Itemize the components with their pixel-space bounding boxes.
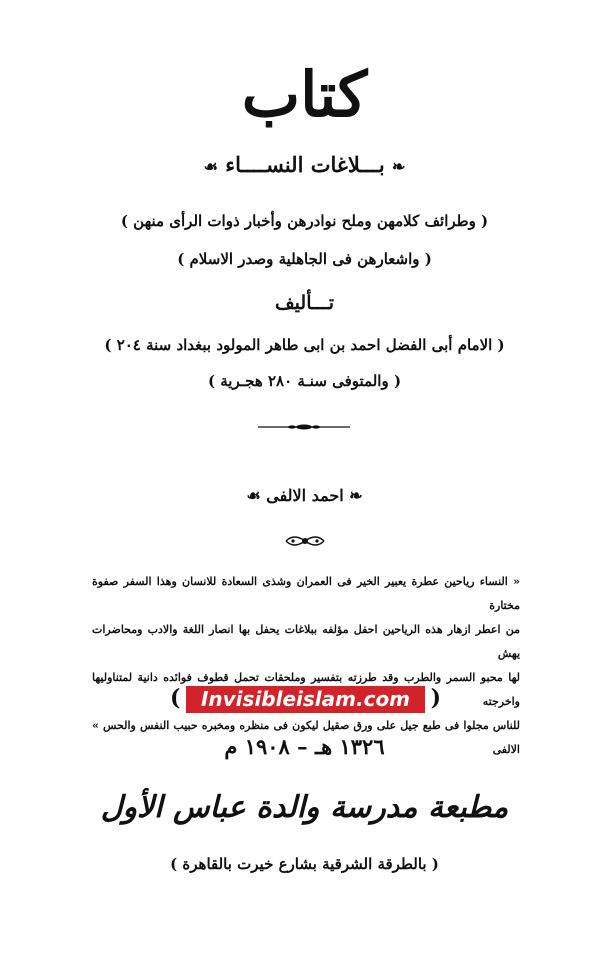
divider-ornament-icon <box>258 424 350 430</box>
publication-date: ١٣٢٦ هـ – ١٩٠٨ م <box>224 734 385 759</box>
author-line-1: ( الامام أبى الفضل احمد بن ابى طاهر المولود ببغداد سنة ٢٠٤ ) <box>104 336 505 354</box>
book-subtitle <box>0 152 609 177</box>
authored-label: تـــأليف <box>275 292 334 314</box>
flourish-right-icon: ❧ <box>392 157 406 176</box>
flourish-left-icon: ☙ <box>246 486 261 505</box>
paragraph-line: لها محبو السمر والطرب وقد طرزته بتفسير وملحقات تحمل قطوف فوائده دانية لمتناوليها واخرجته <box>92 671 520 708</box>
flourish-right-icon: ❧ <box>349 486 363 505</box>
paragraph-line: من اعطر ازهار هذه الرياحين احفل مؤلفه ببلاغات يحفل بها انصار اللغة والادب ومحاضرات يهش <box>92 623 520 660</box>
subtitle-text: بـــلاغات النســــاء <box>225 152 385 177</box>
book-title: كتاب <box>241 58 368 131</box>
flourish-left-icon: ☙ <box>203 157 218 176</box>
floral-ornament-icon <box>284 531 326 551</box>
description-line-2: ( واشعارهن فى الجاهلية وصدر الاسلام ) <box>177 250 432 268</box>
watermark-text: Invisibleislam.com <box>186 686 425 713</box>
watermark-banner: ( Invisibleislam.com ) <box>170 685 441 711</box>
press-name: مطبعة مدرسة والدة عباس الأول <box>100 790 509 825</box>
editor-text: احمد الالفى <box>266 486 344 505</box>
paragraph-line: « النساء رياحين عطرة يعبير الخير فى العمران وشذى السعادة للانسان وهذا السفر صفوة مختارة <box>92 575 520 612</box>
editor-name <box>0 486 609 505</box>
paragraph-line: للناس مجلوا فى طبع جيل على ورق صقيل ليكون فى منظره ومخبره حبيب النفس والحس » الالفى <box>92 719 520 756</box>
description-line-1: ( وطرائف كلامهن وملح نوادرهن وأخبار ذوات الرأى منهن ) <box>120 212 489 230</box>
author-line-2: ( والمتوفى سنـة ٢٨٠ هجـرية ) <box>207 372 402 390</box>
press-address: ( بالطرقة الشرقية بشارع خيرت بالقاهرة ) <box>170 855 439 873</box>
